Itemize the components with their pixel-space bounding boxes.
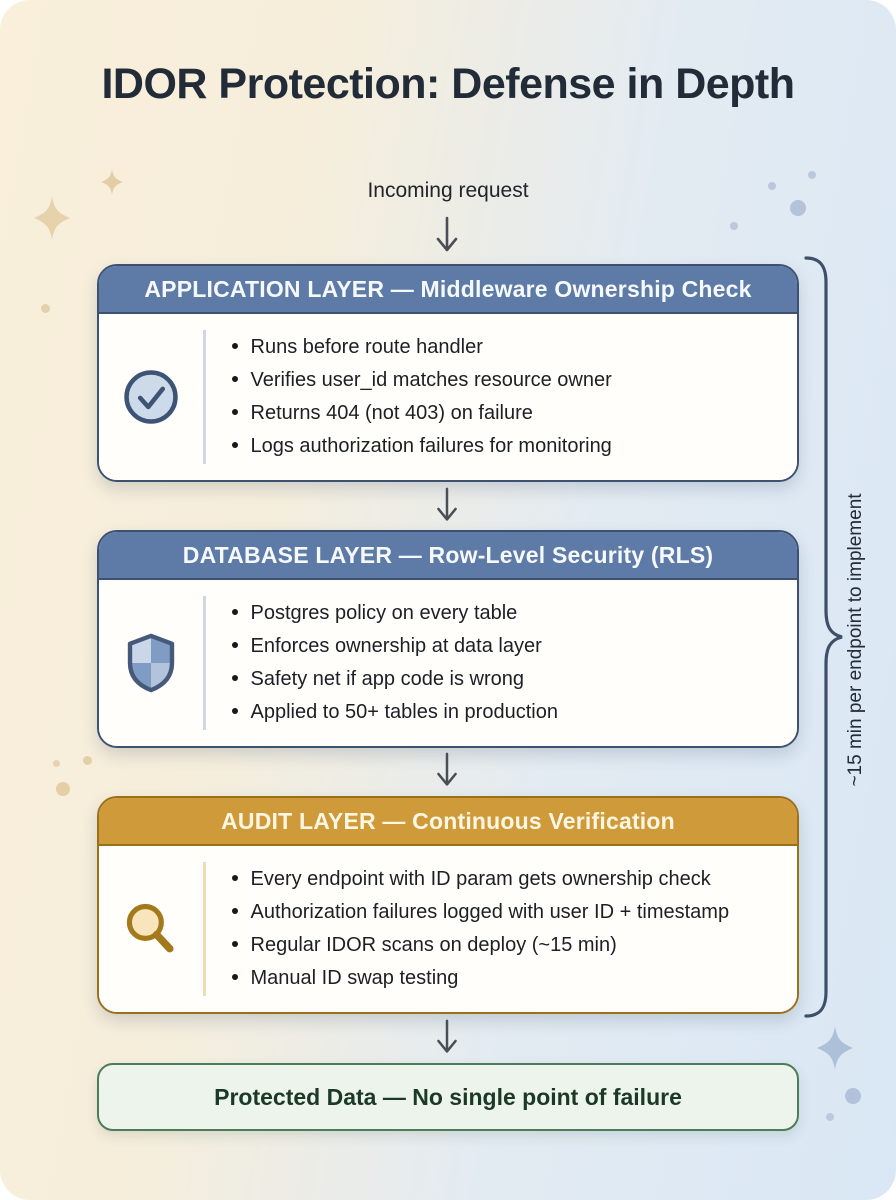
bullet-item (232, 696, 558, 729)
bullet-text: Logs authorization failures for monitoring (250, 435, 612, 457)
bullet-text: Verifies user_id matches resource owner (250, 369, 612, 391)
dot (845, 1088, 861, 1104)
bullet-text: Postgres policy on every table (250, 602, 518, 624)
bullet-list (206, 331, 626, 463)
audit-layer-card (97, 796, 799, 1014)
down-arrow-icon (435, 752, 459, 794)
bullet-text: Manual ID swap testing (250, 967, 459, 989)
bullet-text: Authorization failures logged with user ID + timestamp (250, 901, 730, 923)
bullet-item (232, 896, 730, 929)
incoming-request-label: Incoming request (367, 179, 529, 202)
bullet-dot-icon (232, 409, 238, 415)
application-layer-body (99, 314, 797, 480)
magnifier-icon (121, 899, 181, 959)
dot (730, 222, 738, 230)
bullet-dot-icon (232, 941, 238, 947)
bullet-item (232, 663, 558, 696)
shield-icon (123, 632, 179, 694)
icon-cell (99, 368, 203, 426)
application-layer-card (97, 264, 799, 482)
bullet-text: Safety net if app code is wrong (250, 668, 524, 690)
bullet-item (232, 331, 612, 364)
database-layer-card (97, 530, 799, 748)
bullet-dot-icon (232, 343, 238, 349)
bullet-text: Runs before route handler (250, 336, 483, 358)
bullet-text: Enforces ownership at data layer (250, 635, 542, 657)
database-layer-header: DATABASE LAYER — Row-Level Security (RLS) (99, 532, 797, 580)
icon-cell (99, 899, 203, 959)
bullet-dot-icon (232, 974, 238, 980)
dot (808, 171, 816, 179)
icon-cell (99, 632, 203, 694)
dot (41, 304, 50, 313)
bullet-list (206, 863, 744, 995)
check-circle-icon (122, 368, 180, 426)
audit-layer-body (99, 846, 797, 1012)
protected-data-box: Protected Data — No single point of failure (97, 1063, 799, 1131)
bullet-dot-icon (232, 675, 238, 681)
bullet-dot-icon (232, 642, 238, 648)
audit-layer-header: AUDIT LAYER — Continuous Verification (99, 798, 797, 846)
dot (826, 1113, 834, 1121)
dot (53, 760, 60, 767)
sparkle-icon (30, 196, 74, 240)
bullet-item (232, 364, 612, 397)
bullet-dot-icon (232, 708, 238, 714)
bullet-item (232, 962, 730, 995)
bracket-annotation-label: ~15 min per endpoint to implement (845, 493, 866, 787)
bullet-dot-icon (232, 376, 238, 382)
bullet-dot-icon (232, 442, 238, 448)
page-title: IDOR Protection: Defense in Depth (101, 60, 795, 108)
dot (83, 756, 92, 765)
sparkle-icon (813, 1026, 857, 1070)
bullet-text: Every endpoint with ID param gets ownership check (250, 868, 711, 890)
bullet-text: Returns 404 (not 403) on failure (250, 402, 533, 424)
bullet-item (232, 863, 730, 896)
bullet-dot-icon (232, 908, 238, 914)
application-layer-header: APPLICATION LAYER — Middleware Ownership Check (99, 266, 797, 314)
bullet-item (232, 929, 730, 962)
bullet-dot-icon (232, 875, 238, 881)
bullet-list (206, 597, 572, 729)
bullet-dot-icon (232, 609, 238, 615)
bullet-item (232, 397, 612, 430)
bullet-item (232, 630, 558, 663)
bullet-item (232, 430, 612, 463)
database-layer-body (99, 580, 797, 746)
bullet-text: Regular IDOR scans on deploy (~15 min) (250, 934, 617, 956)
down-arrow-icon (435, 216, 459, 260)
down-arrow-icon (435, 1019, 459, 1061)
down-arrow-icon (435, 487, 459, 529)
bullet-item (232, 597, 558, 630)
dot (56, 782, 70, 796)
bullet-text: Applied to 50+ tables in production (250, 701, 558, 723)
